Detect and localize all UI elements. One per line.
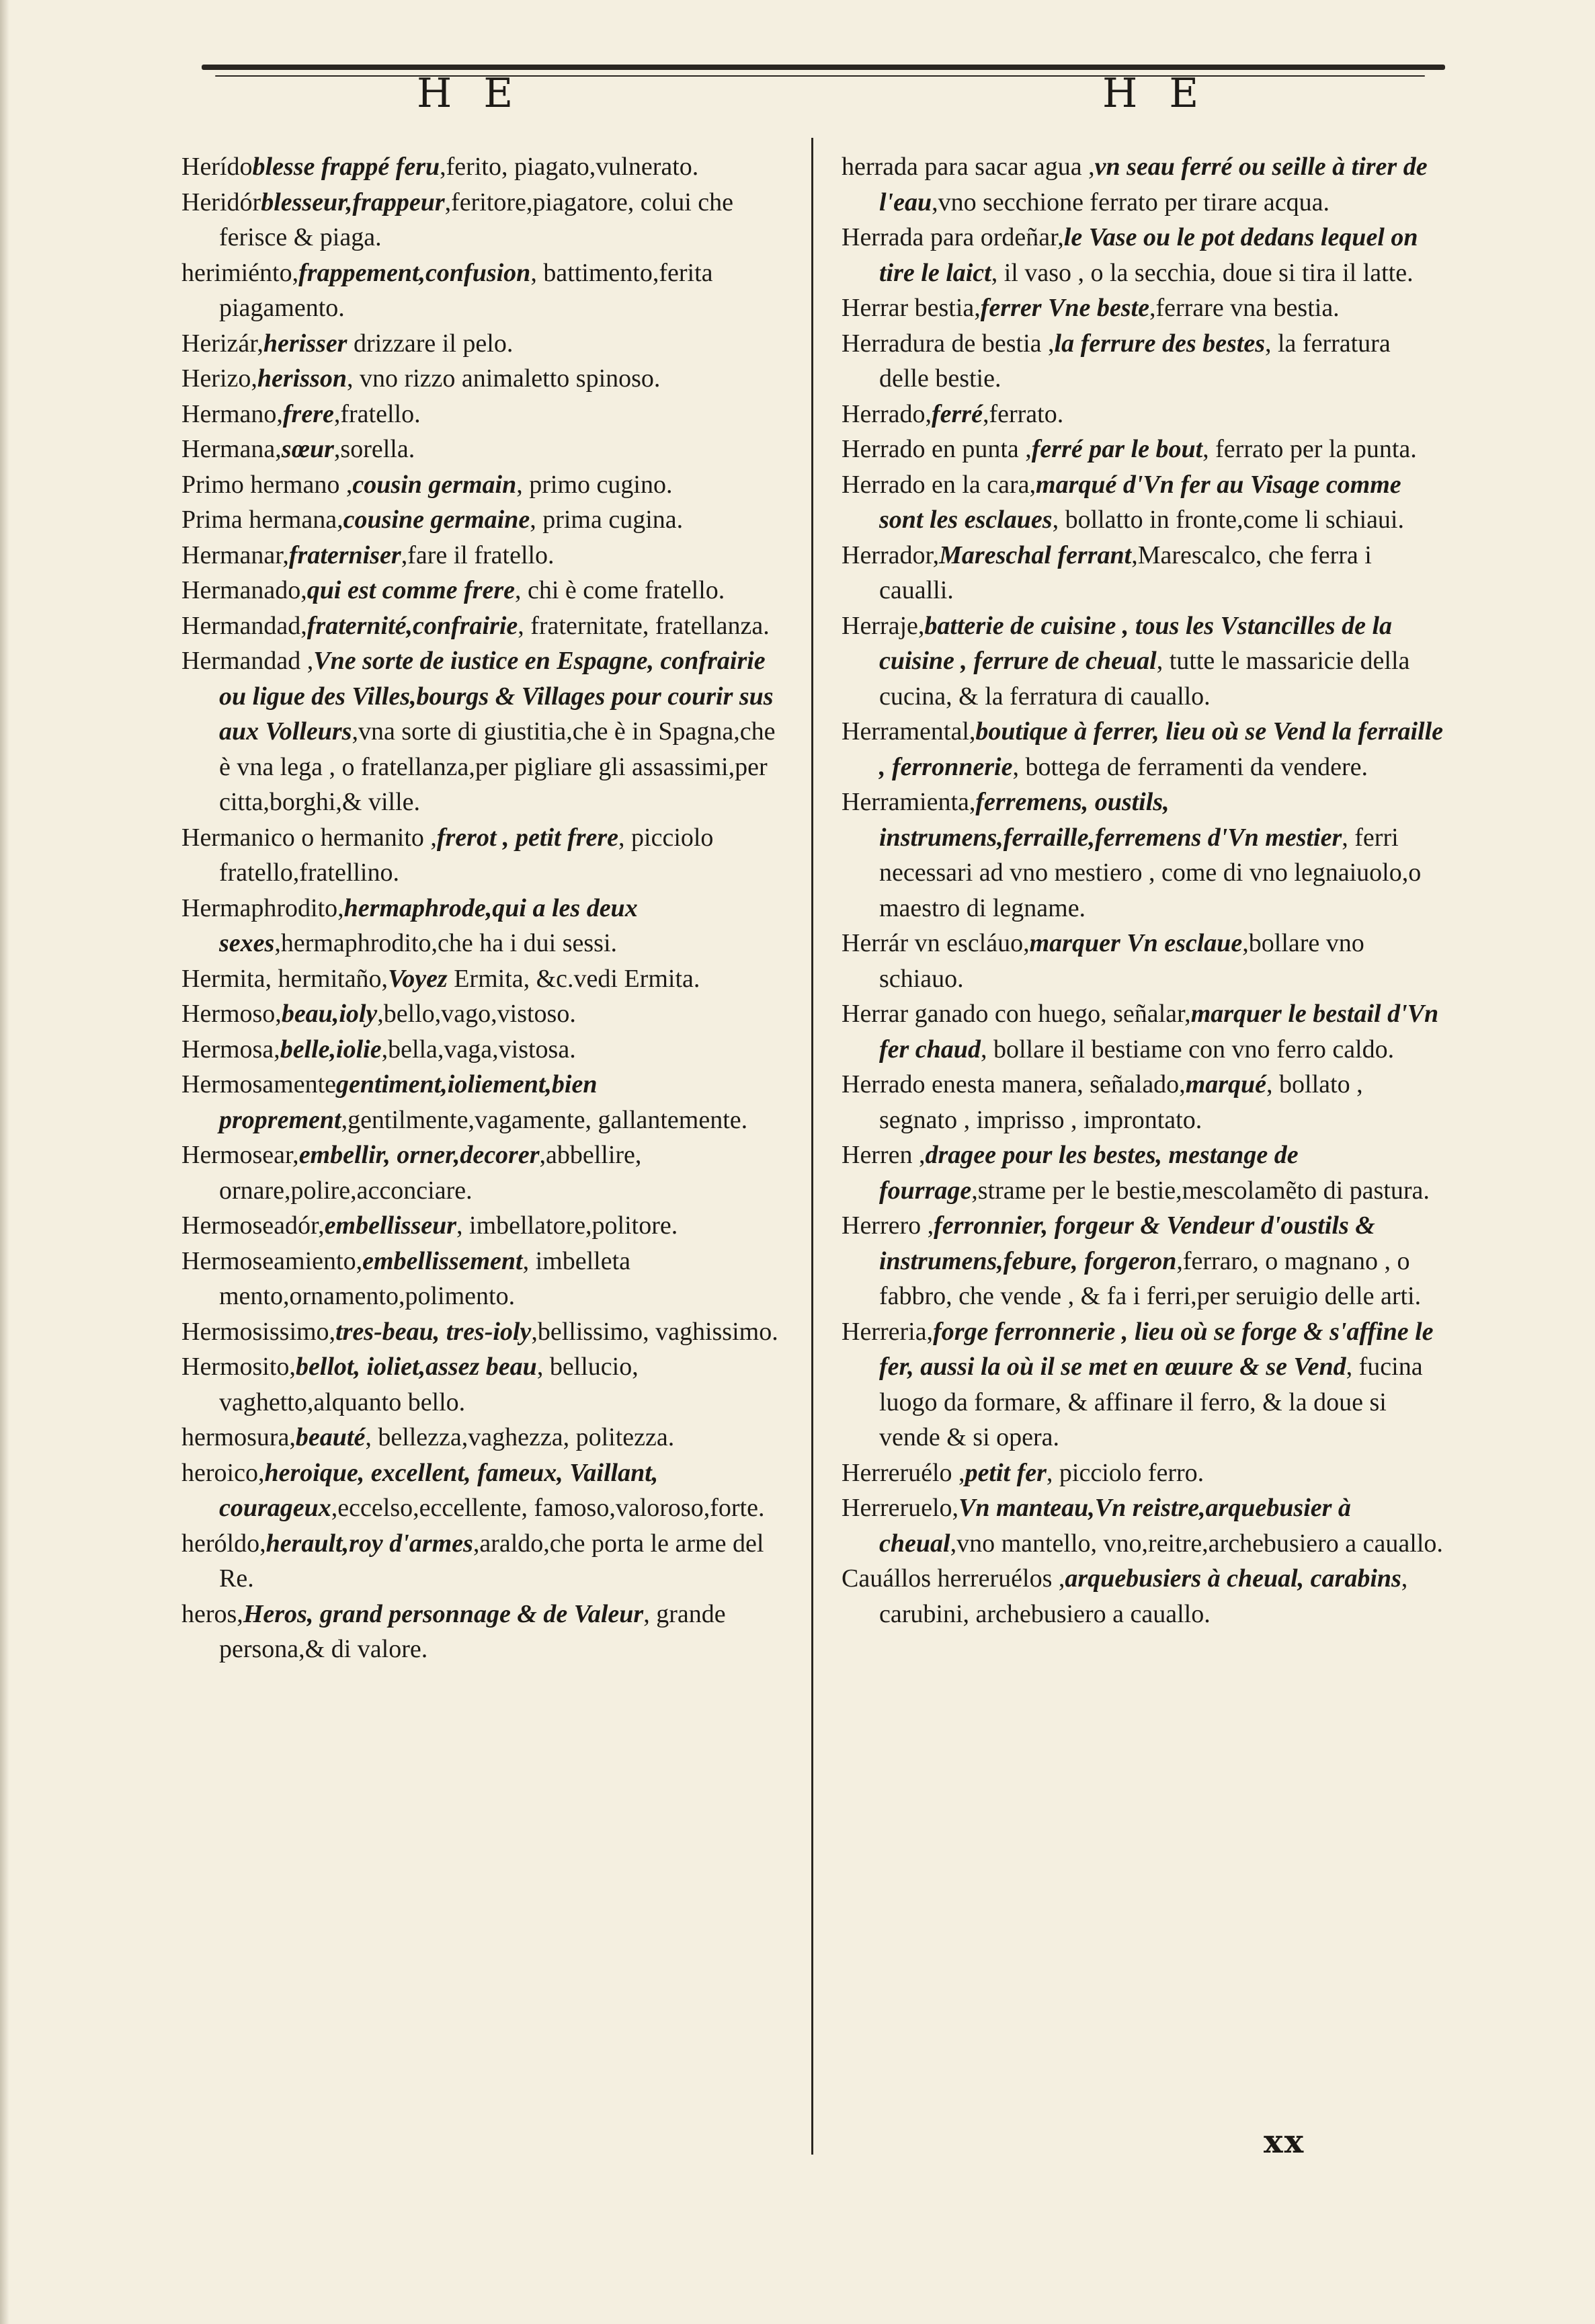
french-gloss: sœur <box>281 435 334 463</box>
french-gloss: tres-beau, tres-ioly <box>335 1317 532 1346</box>
french-gloss: qui est comme frere <box>306 576 515 604</box>
dictionary-entry <box>842 1561 1446 1632</box>
headword: Herído <box>181 153 253 181</box>
headword: Herramienta, <box>842 788 976 816</box>
italian-gloss: ,bellissimo, vaghissimo. <box>531 1317 778 1346</box>
dictionary-entry <box>181 1208 786 1244</box>
dictionary-entry <box>181 1349 786 1420</box>
headword: Herradura de bestia , <box>842 329 1055 358</box>
headword: Herren , <box>842 1141 926 1169</box>
headword: Heridór <box>181 188 261 216</box>
dictionary-entry <box>842 1208 1446 1314</box>
french-gloss: arquebusiers à cheual, carabins <box>1065 1564 1401 1593</box>
french-gloss: cousine germaine <box>343 506 530 534</box>
headword: Hermoseamiento, <box>181 1246 363 1275</box>
headword: Hermosa, <box>181 1035 280 1064</box>
italian-gloss: ,vno secchione ferrato per tirare acqua. <box>932 188 1330 216</box>
french-gloss: frerot , petit frere <box>436 823 619 852</box>
headword: Hermita, hermitaño, <box>181 964 388 993</box>
french-gloss: frappement,confusion <box>298 258 531 287</box>
italian-gloss: , imbellatore,politore. <box>456 1211 678 1240</box>
headword: Prima hermana, <box>181 506 343 534</box>
running-head-right: H E <box>1102 70 1209 117</box>
italian-gloss: , il vaso , o la secchia, doue si tira il latte. <box>991 258 1414 287</box>
italian-gloss: ,eccelso,eccellente, famoso,valoroso,forte. <box>331 1494 765 1522</box>
dictionary-entry <box>842 785 1446 926</box>
dictionary-entry <box>181 1067 786 1137</box>
headword: Herrado, <box>842 399 932 428</box>
dictionary-entry <box>181 1314 786 1350</box>
headword: Herreria, <box>842 1317 934 1346</box>
italian-gloss: , bollare il bestiame con vno ferro caldo. <box>980 1035 1395 1064</box>
french-gloss: beau,ioly <box>281 1000 378 1028</box>
headword: Hermanico o hermanito , <box>181 823 437 852</box>
french-gloss: marqué d'Vn fer au Visage comme sont les esclaues <box>879 470 1401 534</box>
french-gloss: ferrer Vne beste <box>980 294 1149 322</box>
headword: Herrar bestia, <box>842 294 981 322</box>
headword: Herraje, <box>842 611 925 640</box>
right-column <box>842 149 1446 1632</box>
dictionary-entry <box>181 149 786 185</box>
french-gloss: ferré <box>931 399 983 428</box>
french-gloss: embellisseur <box>324 1211 457 1240</box>
italian-gloss: ,vno mantello, vno,reitre,archebusiero a cauallo. <box>950 1529 1443 1558</box>
headword: Hermosamente <box>181 1070 337 1098</box>
italian-gloss: , fucina luogo da formare, & affinare il ferro, & la doue si vende & si opera. <box>879 1353 1423 1451</box>
french-gloss: Vne sorte de iustice en Espagne, confrairie ou ligue des Villes,bourgs & Villages pour courir sus aux Volleurs <box>219 647 774 746</box>
dictionary-entry <box>842 1137 1446 1208</box>
headword: Hermosito, <box>181 1353 296 1381</box>
french-gloss: frere <box>282 399 334 428</box>
french-gloss: belle,iolie <box>280 1035 382 1064</box>
headword: heróldo, <box>181 1529 266 1558</box>
headword: Hermosear, <box>181 1141 299 1169</box>
italian-gloss: , la ferratura delle bestie. <box>879 329 1391 393</box>
french-gloss: Voyez <box>388 964 448 993</box>
column-divider <box>811 138 813 2155</box>
dictionary-entry <box>842 608 1446 715</box>
dictionary-entry <box>181 326 786 362</box>
dictionary-entry <box>181 1244 786 1314</box>
headword: Hermanado, <box>181 576 307 604</box>
headword: Hermano, <box>181 399 283 428</box>
italian-gloss: , primo cugino. <box>516 470 673 499</box>
italian-gloss: ,abbellire, ornare,polire,acconciare. <box>219 1141 642 1205</box>
headword: Herizo, <box>181 364 257 393</box>
french-gloss: forge ferronnerie , lieu où se forge & s'affine le fer, aussi la où il se met en œuure & se Vend <box>879 1317 1434 1381</box>
french-gloss: blesse frappé feru <box>252 153 440 181</box>
italian-gloss: ,ferito, piagato,vulnerato. <box>440 153 699 181</box>
dictionary-entry <box>181 1420 786 1455</box>
dictionary-entry <box>181 1597 786 1667</box>
french-gloss: boutique à ferrer, lieu où se Vend la ferraille , ferronnerie <box>879 717 1444 781</box>
running-head-left: H E <box>417 70 523 117</box>
french-gloss: Vn manteau,Vn reistre,arquebusier à cheual <box>879 1494 1351 1558</box>
italian-gloss: , prima cugina. <box>530 506 684 534</box>
headword: Herrada para ordeñar, <box>842 223 1064 251</box>
dictionary-entry <box>842 1490 1446 1561</box>
dictionary-entry <box>181 1137 786 1208</box>
headword: Cauállos herreruélos , <box>842 1564 1065 1593</box>
headword: Herizár, <box>181 329 263 358</box>
french-gloss: vn seau ferré ou seille à tirer de l'eau <box>879 153 1428 216</box>
headword: Hermandad, <box>181 611 307 640</box>
dictionary-entry <box>842 220 1446 290</box>
italian-gloss: ,feritore,piagatore, colui che ferisce & piaga. <box>219 188 734 251</box>
dictionary-entry <box>181 961 786 997</box>
dictionary-entry <box>842 1067 1446 1137</box>
french-gloss: marquer Vn esclaue <box>1029 929 1243 957</box>
headword: Hermana, <box>181 435 282 463</box>
dictionary-entry <box>842 996 1446 1067</box>
dictionary-entry <box>842 1455 1446 1491</box>
french-gloss: cousin germain <box>352 470 517 499</box>
french-gloss: ferremens, oustils, instrumens,ferraille,ferremens d'Vn mestier <box>879 788 1342 852</box>
dictionary-entry <box>181 1032 786 1068</box>
headword: Herrar ganado con huego, señalar, <box>842 1000 1191 1028</box>
dictionary-entry <box>181 1526 786 1597</box>
headword: Herrero , <box>842 1211 934 1240</box>
dictionary-entry <box>181 573 786 608</box>
french-gloss: marqué <box>1185 1070 1267 1098</box>
french-gloss: herisser <box>263 329 347 358</box>
italian-gloss: ,sorella. <box>333 435 415 463</box>
dictionary-entry <box>181 1455 786 1526</box>
dictionary-entry <box>842 326 1446 397</box>
headword: hermosura, <box>181 1423 296 1451</box>
french-gloss: fraterniser <box>288 540 401 569</box>
french-gloss: gentiment,ioliement,bien proprement <box>219 1070 598 1134</box>
italian-gloss: , grande persona,& di valore. <box>219 1599 726 1663</box>
headword: Hermaphrodito, <box>181 893 344 922</box>
headword: Primo hermano , <box>181 470 353 499</box>
headword: heroico, <box>181 1458 265 1487</box>
dictionary-entry <box>181 397 786 432</box>
dictionary-entry <box>181 502 786 538</box>
french-gloss: marquer le bestail d'Vn fer chaud <box>879 1000 1439 1064</box>
italian-gloss: , ferri necessari ad vno mestiero , come di vno legnaiuolo,o maestro di legname. <box>879 823 1422 922</box>
catchword: xx <box>1264 2123 1305 2161</box>
dictionary-entry <box>181 255 786 326</box>
headword: herrada para sacar agua , <box>842 153 1095 181</box>
dictionary-entry <box>181 467 786 503</box>
italian-gloss: , imbelleta mento,ornamento,polimento. <box>219 1246 631 1310</box>
french-gloss: embellir, orner,decorer <box>298 1141 540 1169</box>
french-gloss: fraternité,confrairie <box>306 611 518 640</box>
dictionary-entry <box>842 1314 1446 1455</box>
dictionary-entry <box>842 926 1446 996</box>
italian-gloss: ,ferraro, o magnano , o fabbro, che vende , & fa i ferri,per seruigio delle arti. <box>879 1246 1422 1310</box>
dictionary-entry <box>842 538 1446 608</box>
italian-gloss: , bellezza,vaghezza, politezza. <box>365 1423 675 1451</box>
dictionary-entry <box>181 538 786 573</box>
headword: herimiénto, <box>181 258 299 287</box>
italian-gloss: , chi è come fratello. <box>514 576 725 604</box>
italian-gloss: , vno rizzo animaletto spinoso. <box>346 364 661 393</box>
top-rule <box>202 65 1445 70</box>
headword: Herrado en punta , <box>842 435 1032 463</box>
french-gloss: embellissement <box>362 1246 523 1275</box>
dictionary-entry <box>842 714 1446 785</box>
french-gloss: heroique, excellent, fameux, Vaillant, courageux <box>219 1458 659 1522</box>
italian-gloss: ,Marescalco, che ferra i caualli. <box>879 540 1372 604</box>
italian-gloss: ,strame per le bestie,mescolamẽto di pastura. <box>971 1176 1430 1205</box>
italian-gloss: , picciolo fratello,fratellino. <box>219 823 714 887</box>
headword: Herrado enesta manera, señalado, <box>842 1070 1186 1098</box>
french-gloss: la ferrure des bestes <box>1054 329 1265 358</box>
french-gloss: le Vase ou le pot dedans lequel on tire le laict <box>879 223 1418 287</box>
french-gloss: hermaphrode,qui a les deux sexes <box>219 893 638 957</box>
french-gloss: Mareschal ferrant <box>939 540 1132 569</box>
dictionary-entry <box>181 643 786 820</box>
french-gloss: ferré par le bout <box>1031 435 1203 463</box>
dictionary-entry <box>181 432 786 467</box>
dictionary-entry <box>842 397 1446 432</box>
headword: Hermoseadór, <box>181 1211 325 1240</box>
italian-gloss: ,ferrare vna bestia. <box>1149 294 1340 322</box>
italian-gloss: ,ferrato. <box>982 399 1064 428</box>
french-gloss: ferronnier, forgeur & Vendeur d'oustils & instrumens,febure, forgeron <box>879 1211 1375 1275</box>
italian-gloss: ,vna sorte di giustitia,che è in Spagna,che è vna lega , o fratellanza,per pigliare gli assassimi,per citta,borghi,& ville. <box>219 717 776 816</box>
italian-gloss: , picciolo ferro. <box>1046 1458 1204 1487</box>
left-column <box>181 149 786 1667</box>
headword: Herrado en la cara, <box>842 470 1036 499</box>
italian-gloss: , ferrato per la punta. <box>1202 435 1417 463</box>
italian-gloss: ,bella,vaga,vistosa. <box>381 1035 576 1064</box>
dictionary-entry <box>181 996 786 1032</box>
dictionary-entry <box>842 149 1446 220</box>
french-gloss: Heros, grand personnage & de Valeur <box>243 1599 644 1628</box>
french-gloss: herault,roy d'armes <box>265 1529 473 1558</box>
dictionary-entry <box>181 820 786 891</box>
french-gloss: beauté <box>295 1423 366 1451</box>
headword: heros, <box>181 1599 243 1628</box>
top-rule-thin <box>215 75 1425 77</box>
headword: Hermoso, <box>181 1000 282 1028</box>
italian-gloss: , tutte le massaricie della cucina, & la ferratura di cauallo. <box>879 647 1410 711</box>
headword: Hermosissimo, <box>181 1317 336 1346</box>
italian-gloss: ,bollare vno schiauo. <box>879 929 1364 993</box>
dictionary-entry <box>842 290 1446 326</box>
headword: Herrador, <box>842 540 940 569</box>
french-gloss: dragee pour les bestes, mestange de fourrage <box>879 1141 1299 1205</box>
headword: Herrár vn escláuo, <box>842 929 1030 957</box>
french-gloss: blesseur,frappeur <box>261 188 445 216</box>
italian-gloss: , carubini, archebusiero a cauallo. <box>879 1564 1408 1628</box>
italian-gloss: , bottega de ferramenti da vendere. <box>1012 752 1368 781</box>
headword: Herramental, <box>842 717 976 746</box>
french-gloss: bellot, ioliet,assez beau <box>295 1353 537 1381</box>
italian-gloss: , bellucio, vaghetto,alquanto bello. <box>219 1353 639 1416</box>
french-gloss: petit fer <box>965 1458 1047 1487</box>
dictionary-entry <box>842 432 1446 467</box>
dictionary-entry <box>181 891 786 961</box>
headword: Hermandad , <box>181 647 314 675</box>
headword: Herreruelo, <box>842 1494 959 1522</box>
italian-gloss: ,bello,vago,vistoso. <box>377 1000 576 1028</box>
italian-gloss: , battimento,ferita piagamento. <box>219 258 713 322</box>
italian-gloss: drizzare il pelo. <box>347 329 514 358</box>
french-gloss: batterie de cuisine , tous les Vstancilles de la cuisine , ferrure de cheual <box>879 611 1393 675</box>
headword: Herreruélo , <box>842 1458 965 1487</box>
italian-gloss: ,araldo,che porta le arme del Re. <box>219 1529 764 1593</box>
italian-gloss: , bollatto in fronte,come li schiaui. <box>1052 506 1404 534</box>
italian-gloss: ,fratello. <box>333 399 421 428</box>
dictionary-entry <box>181 185 786 255</box>
dictionary-entry <box>842 467 1446 538</box>
italian-gloss: Ermita, &c.vedi Ermita. <box>447 964 700 993</box>
italian-gloss: , bollato , segnato , imprisso , improntato. <box>879 1070 1363 1134</box>
italian-gloss: , fraternitate, fratellanza. <box>518 611 770 640</box>
italian-gloss: ,hermaphrodito,che ha i dui sessi. <box>274 929 618 957</box>
dictionary-entry <box>181 608 786 644</box>
headword: Hermanar, <box>181 540 289 569</box>
french-gloss: herisson <box>257 364 347 393</box>
italian-gloss: ,fare il fratello. <box>401 540 555 569</box>
italian-gloss: ,gentilmente,vagamente, gallantemente. <box>341 1105 748 1134</box>
dictionary-entry <box>181 361 786 397</box>
